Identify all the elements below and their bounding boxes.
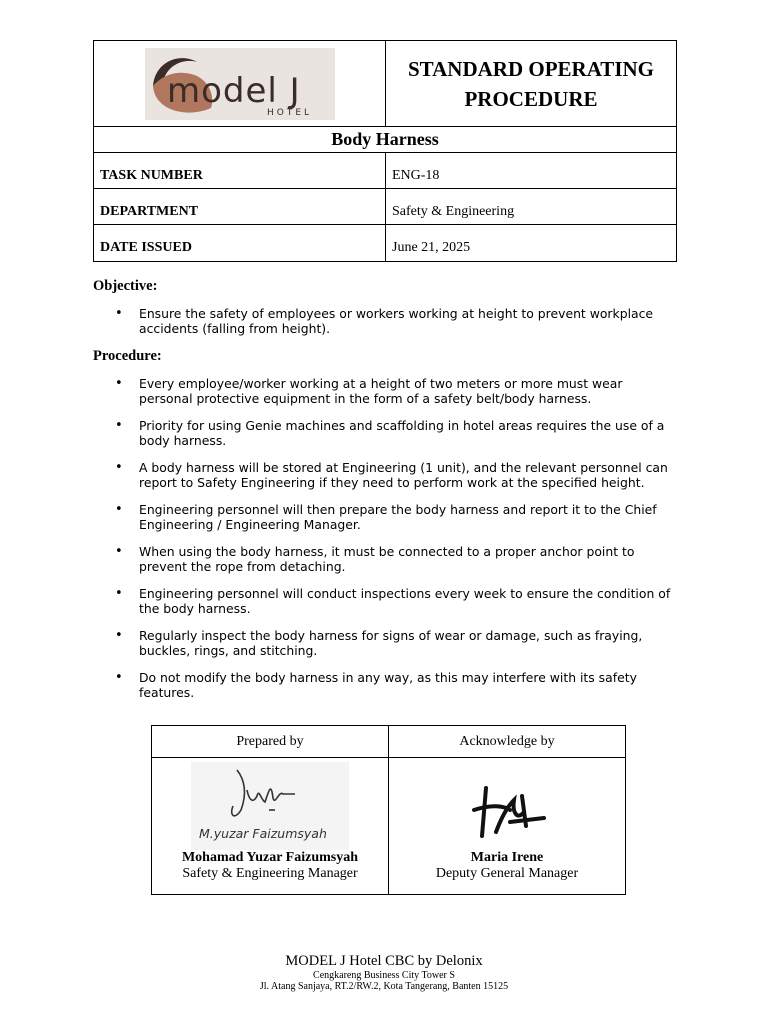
footer-address-line2: Jl. Atang Sanjaya, RT.2/RW.2, Kota Tangerang, Banten 15125: [259, 981, 509, 992]
procedure-item: • Priority for using Genie machines and scaffolding in hotel areas requires the use of a body harness.: [93, 418, 677, 448]
signature-table: [151, 725, 626, 895]
procedure-list: [93, 376, 677, 712]
footer-company: MODEL J Hotel CBC by Delonix: [285, 953, 483, 969]
prepared-signature-image: [185, 760, 355, 852]
acknowledge-signature: [389, 758, 625, 854]
procedure-item: • When using the body harness, it must be connected to a proper anchor point to prevent the rope from detaching.: [93, 544, 677, 574]
prepared-title: Safety & Engineering Manager: [182, 866, 358, 881]
objective-item: • Ensure the safety of employees or workers working at height to prevent workplace accidents (falling from height).: [93, 306, 677, 336]
prepared-name: Mohamad Yuzar Faizumsyah: [181, 850, 359, 865]
sop-title-line1: STANDARD OPERATING: [408, 56, 654, 81]
info-label: TASK NUMBER: [94, 153, 386, 188]
signature-body-row: [152, 758, 625, 894]
procedure-item: • Engineering personnel will conduct inspections every week to ensure the condition of the body harness.: [93, 586, 677, 616]
signature-header-row: [152, 726, 625, 758]
procedure-item: • Regularly inspect the body harness for signs of wear or damage, such as fraying, buckles, rings, and stitching.: [93, 628, 677, 658]
sop-title: [386, 41, 676, 126]
sop-header-table: [93, 40, 677, 262]
acknowledge-name: Maria Irene: [470, 850, 544, 865]
procedure-item: • Engineering personnel will then prepare the body harness and report it to the Chief Engineering / Engineering Manager.: [93, 502, 677, 532]
acknowledge-title: Deputy General Manager: [435, 866, 579, 881]
prepared-by-cell: [152, 758, 389, 894]
info-label: DATE ISSUED: [94, 225, 386, 261]
info-value: ENG-18: [392, 167, 440, 183]
objective-heading: Objective:: [93, 278, 158, 294]
sop-subject: Body Harness: [94, 127, 676, 153]
prepared-by-label: Prepared by: [152, 726, 389, 757]
header-logo-row: [94, 41, 676, 127]
logo-wordmark: model J: [166, 70, 301, 111]
footer-address-line1: Cengkareng Business City Tower S: [313, 970, 455, 981]
acknowledge-by-label: Acknowledge by: [459, 733, 555, 749]
logo-subtext: HOTEL: [266, 107, 312, 118]
prepared-signature: [152, 758, 388, 854]
prepared-signature-text: M.yuzar Faizumsyah: [199, 826, 327, 841]
objective-list: [93, 306, 677, 348]
acknowledge-signature-image: [452, 766, 562, 846]
info-value: Safety & Engineering: [392, 203, 515, 219]
procedure-item: • A body harness will be stored at Engineering (1 unit), and the relevant personnel can report to Safety Engineering if they need to perform work at the specified height.: [93, 460, 677, 490]
sop-title-line2: PROCEDURE: [464, 86, 598, 111]
hotel-logo: [145, 48, 335, 120]
info-row-department: [94, 189, 676, 225]
procedure-heading: Procedure:: [93, 348, 162, 364]
info-row-task-number: [94, 153, 676, 189]
procedure-item: • Do not modify the body harness in any way, as this may interfere with its safety features.: [93, 670, 677, 700]
info-value: June 21, 2025: [392, 240, 471, 255]
info-label: DEPARTMENT: [94, 189, 386, 224]
info-row-date-issued: [94, 225, 676, 261]
procedure-item: • Every employee/worker working at a height of two meters or more must wear personal protective equipment in the form of a safety belt/body harness.: [93, 376, 677, 406]
logo-cell: [94, 41, 386, 126]
acknowledge-by-cell: [389, 758, 625, 894]
